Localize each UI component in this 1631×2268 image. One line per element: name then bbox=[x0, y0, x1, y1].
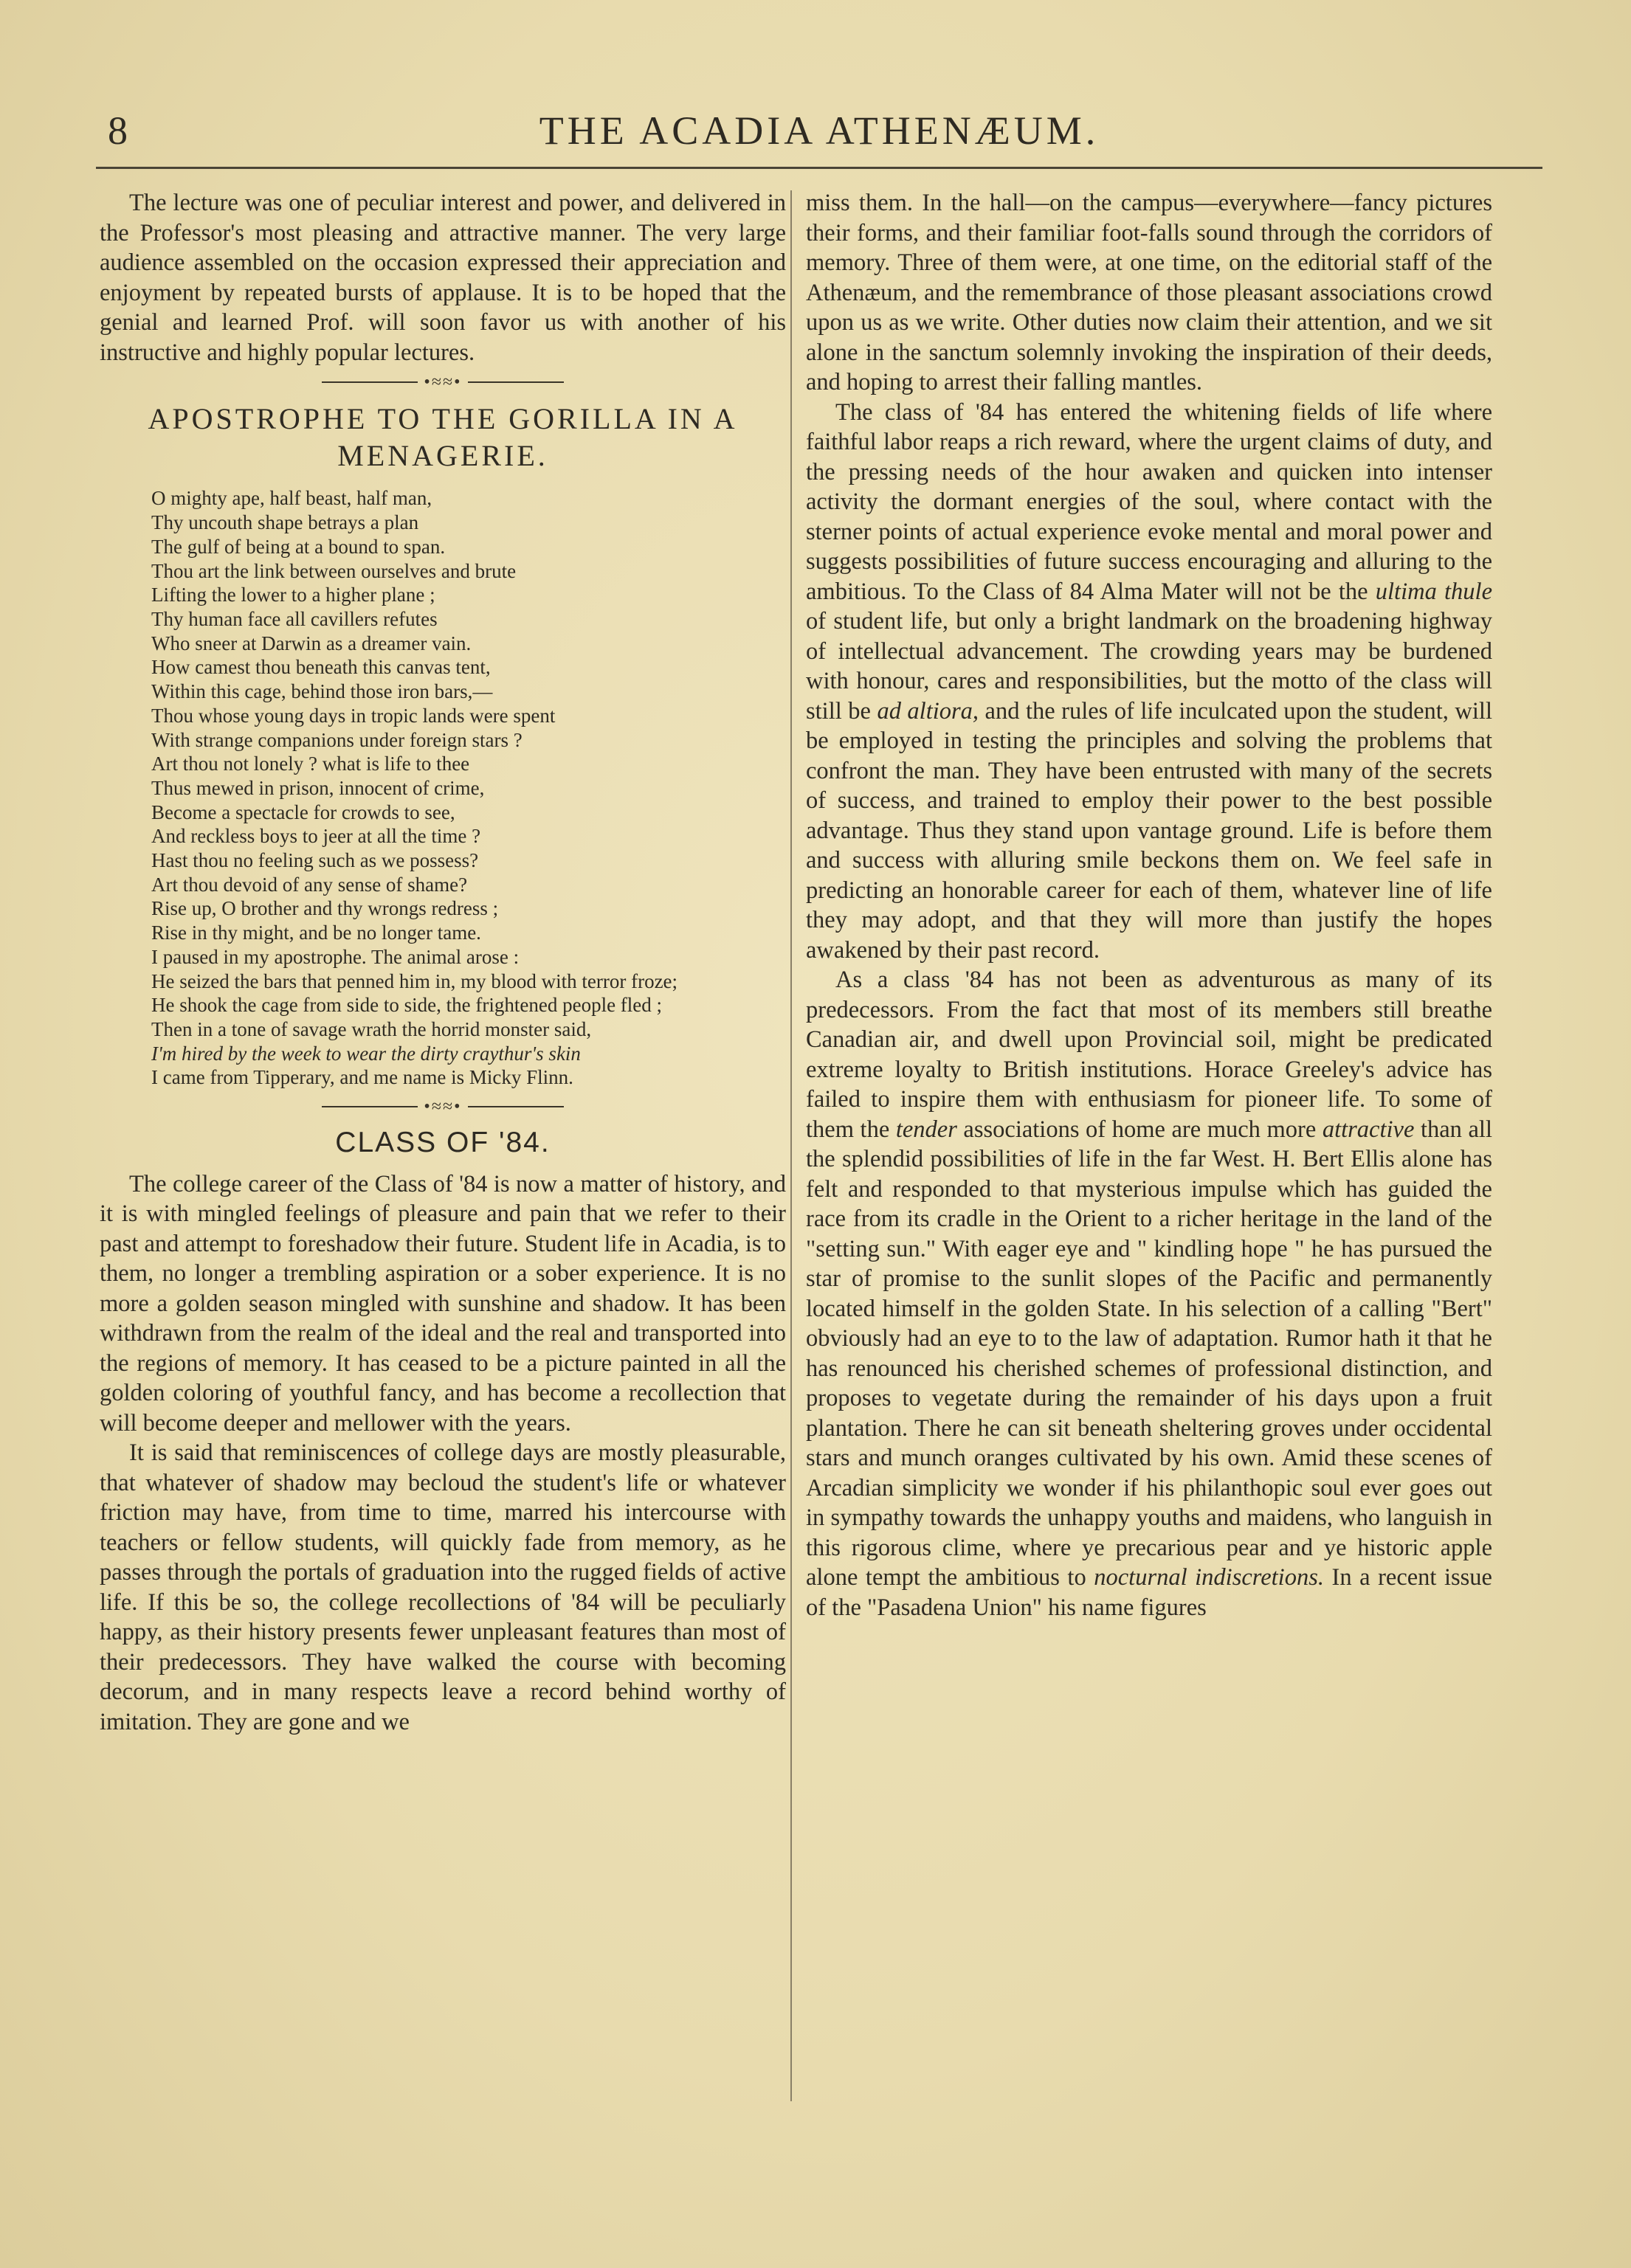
ornament-mark: •≈≈• bbox=[424, 373, 462, 393]
continued-paragraph: miss them. In the hall—on the campus—everywhere—fancy pictures their forms, and their familiar foot-falls sound through the corridors of memory. Three of them were, at one time, on the editorial staff of the Athenæum, and the remembrance of those pleasant associations crowd upon us as we write. Other duties now claim their attention, and we sit alone in the sanctum solemnly invoking the inspiration of their deeds, and hoping to arrest their falling mantles. bbox=[806, 190, 1492, 395]
text-run: of student life, but only a bright landmark on the broadening highway of intellectual advancement. The crowding years may be burdened with honour, cares and responsibilities, but the motto of the class will still be bbox=[806, 608, 1492, 725]
ornament-rule-right bbox=[468, 381, 564, 383]
poem-title: APOSTROPHE TO THE GORILLA IN A MENAGERIE. bbox=[148, 402, 738, 473]
ornament-divider bbox=[100, 370, 786, 393]
italic-phrase: ultima thule bbox=[1375, 578, 1492, 605]
class-paragraph-3 bbox=[806, 398, 1492, 966]
class-paragraph-1: The college career of the Class of '84 is now a matter of history, and it is with mingled feelings of pleasure and pain that we refer to their past and attempt to foreshadow their future. Student life in Acadia, is to them, no longer a trembling aspiration or a sober experience. It is no more a golden season mingled with sunshine and shadow. It has been withdrawn from the realm of the ideal and the real and transported into the regions of memory. It has ceased to be a picture painted in all the golden coloring of youthful fancy, and has become a recollection that will become deeper and mellower with the years. bbox=[100, 1170, 786, 1436]
running-title: THE ACADIA ATHENÆUM. bbox=[539, 108, 1100, 153]
class-of-84-heading: CLASS OF '84. bbox=[335, 1126, 551, 1158]
poem-line: And reckless boys to jeer at all the time ? bbox=[151, 825, 481, 848]
poem-line: Hast thou no feeling such as we possess? bbox=[151, 849, 479, 872]
lecture-paragraph: The lecture was one of peculiar interest and power, and delivered in the Professor's most pleasing and attractive manner. The very large audience assembled on the occasion expressed their appreciation and enjoyment by repeated bursts of applause. It is to be hoped that the genial and learned Prof. will soon favor us with another of his instructive and highly popular lectures. bbox=[100, 190, 786, 366]
poem-line: With strange companions under foreign stars ? bbox=[151, 728, 523, 751]
left-column bbox=[100, 188, 786, 1737]
italic-phrase: ad altiora, bbox=[877, 697, 979, 725]
poem-line: Thus mewed in prison, innocent of crime, bbox=[151, 776, 485, 799]
poem-line: Who sneer at Darwin as a dreamer vain. bbox=[151, 632, 472, 654]
text-run: associations of home are much more bbox=[956, 1116, 1323, 1143]
poem-line: How camest thou beneath this canvas tent, bbox=[151, 656, 491, 679]
italic-phrase: attractive bbox=[1322, 1116, 1415, 1143]
ornament-rule-right bbox=[468, 1106, 564, 1107]
poem-line: I paused in my apostrophe. The animal arose : bbox=[151, 945, 520, 968]
text-run: As a class '84 has not been as adventurous as many of its predecessors. From the fact that most of its members still breathe Canadian air, and dwell upon Provincial soil, might be predicated extreme loyalty to British institutions. Horace Greeley's advice has failed to inspire them with enthusiasm for pioneer life. To some of them the bbox=[806, 967, 1492, 1143]
page-header bbox=[96, 103, 1542, 170]
text-run: than all the splendid possibilities of life in the far West. H. Bert Ellis alone has felt and responded to that mysterious impulse which has guided the race from its cradle in the Orient to a richer heritage in the land of the "setting sun." With eager eye and " kindling hope " he has pursued the star of promise to the sunlit slopes of the Pacific and permanently located himself in the golden State. In his selection of a calling "Bert" obviously had an eye to to the law of adaptation. Rumor hath it that he has renounced his cherished schemes of professional distinction, and proposes to vegetate during the remainder of his days upon a fruit plantation. There he can sit beneath sheltering groves under occidental stars and munch oranges cultivated by his own. Amid these scenes of Arcadian simplicity we wonder if his philanthopic soul ever goes out in sympathy towards the unhappy youths and maidens, who languish in this rigorous clime, where ye precarious pear and ye historic apple alone tempt the ambitious to bbox=[806, 1116, 1492, 1591]
ornament-rule-left bbox=[322, 1106, 418, 1107]
header-rule bbox=[96, 167, 1542, 169]
poem-line: Become a spectacle for crowds to see, bbox=[151, 801, 455, 823]
class-paragraph-2: It is said that reminiscences of college days are mostly pleasurable, that whatever of shadow may becloud the student's life or whatever friction may have, from time to time, marred his intercourse with teachers or fellow students, will quickly fade from memory, as he passes through the portals of graduation into the rugged fields of active life. If this be so, the college recollections of '84 will be peculiarly happy, as their history presents fewer unpleasant features than most of their predecessors. They have walked the course with becoming decorum, and in many respects leave a record behind worthy of imitation. They are gone and we bbox=[100, 1439, 786, 1735]
text-run: In a recent issue of the "Pasadena Union" his name figures bbox=[806, 1564, 1492, 1621]
poem-line: I'm hired by the week to wear the dirty craythur's skin bbox=[151, 1042, 581, 1065]
column-divider bbox=[790, 190, 792, 2101]
poem-line: He shook the cage from side to side, the frightened people fled ; bbox=[151, 994, 663, 1017]
right-column bbox=[806, 188, 1492, 1622]
poem-line: Thy human face all cavillers refutes bbox=[151, 608, 438, 630]
class-paragraph-4 bbox=[806, 965, 1492, 1622]
poem-line: Thou art the link between ourselves and brute bbox=[151, 559, 517, 582]
poem-line: Rise in thy might, and be no longer tame. bbox=[151, 922, 481, 944]
poem bbox=[100, 486, 786, 1090]
poem-line: Thou whose young days in tropic lands were spent bbox=[151, 704, 556, 727]
poem-line: Within this cage, behind those iron bars,— bbox=[151, 680, 493, 703]
text-run: The class of '84 has entered the whitening fields of life where faithful labor reaps a rich reward, where the urgent claims of duty, and the pressing needs of the hour awaken and quicken into intenser activity the dormant energies of the soul, where contact with the sterner points of actual experience evoke mental and moral power and suggests possibilities of future success encouraging and alluring to the ambitious. To the Class of 84 Alma Mater will not be the bbox=[806, 398, 1492, 605]
poem-line: The gulf of being at a bound to span. bbox=[151, 535, 446, 558]
poem-line: Rise up, O brother and thy wrongs redress ; bbox=[151, 897, 499, 920]
ornament-rule-left bbox=[322, 381, 418, 383]
poem-line: Art thou devoid of any sense of shame? bbox=[151, 873, 468, 896]
italic-phrase: tender bbox=[895, 1116, 957, 1143]
poem-line: Thy uncouth shape betrays a plan bbox=[151, 511, 419, 534]
poem-line: Lifting the lower to a higher plane ; bbox=[151, 584, 435, 606]
page-number: 8 bbox=[108, 108, 128, 153]
poem-line: He seized the bars that penned him in, my blood with terror froze; bbox=[151, 969, 678, 992]
poem-line: Art thou not lonely ? what is life to thee bbox=[151, 753, 470, 775]
italic-phrase: nocturnal indiscretions. bbox=[1094, 1564, 1324, 1591]
poem-line: I came from Tipperary, and me name is Micky Flinn. bbox=[151, 1066, 573, 1089]
ornament-mark: •≈≈• bbox=[424, 1096, 462, 1116]
poem-line: O mighty ape, half beast, half man, bbox=[151, 487, 432, 510]
text-run: and the rules of life inculcated upon the student, will be employed in testing the principles and solving the problems that confront the man. They have been entrusted with many of the secrets of success, and trained to employ their power to the best possible advantage. Thus they stand upon vantage ground. Life is before them and success with alluring smile beckons them on. We feel safe in predicting an honorable career for each of them, whatever line of life they may adopt, and that they will more than justify the hopes awakened by their past record. bbox=[806, 697, 1492, 964]
ornament-divider-2 bbox=[100, 1094, 786, 1117]
poem-line: Then in a tone of savage wrath the horrid monster said, bbox=[151, 1017, 592, 1040]
